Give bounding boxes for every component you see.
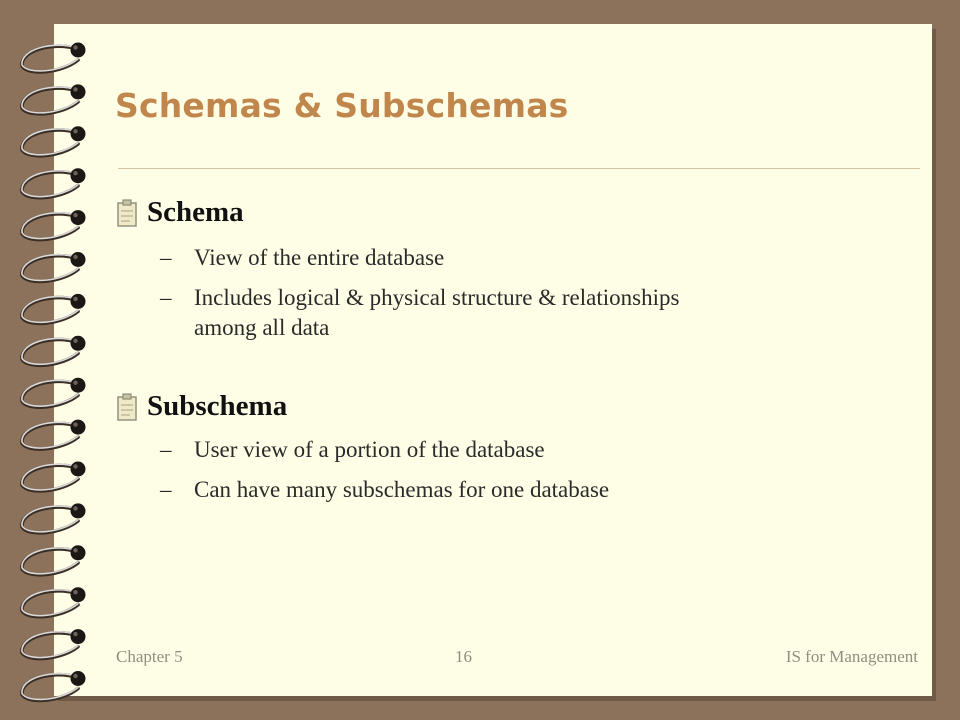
spiral-ring: [22, 210, 86, 239]
bullet-continuation: among all data: [194, 315, 330, 340]
footer-page-number: 16: [455, 647, 472, 666]
section-subschema: [113, 390, 287, 423]
spiral-ring: [22, 378, 86, 407]
bullet-dash: –: [160, 285, 172, 310]
spiral-ring: [22, 503, 86, 532]
spiral-ring: [22, 126, 86, 155]
spiral-ring: [22, 671, 86, 700]
bullet-item: [160, 435, 545, 465]
clipboard-icon: [113, 392, 141, 422]
spiral-ring: [22, 252, 86, 281]
spiral-ring: [22, 168, 86, 197]
spiral-ring: [22, 462, 86, 491]
section-schema: [113, 196, 244, 229]
bullet-text: Includes logical & physical structure & relationships: [194, 285, 680, 310]
bullet-text: User view of a portion of the database: [194, 437, 545, 462]
footer-chapter: Chapter 5: [116, 647, 183, 666]
spiral-ring: [22, 294, 86, 323]
bullet-dash: –: [160, 437, 172, 462]
bullet-text: View of the entire database: [194, 245, 445, 270]
footer-course: IS for Management: [785, 647, 918, 666]
section-label-subschema: Subschema: [147, 390, 288, 422]
bullet-item: [160, 283, 679, 343]
spiral-ring: [22, 587, 86, 616]
title-divider: [118, 168, 920, 169]
bullet-text: Can have many subschemas for one database: [194, 477, 610, 502]
spiral-binding: [0, 0, 110, 720]
spiral-ring: [22, 545, 86, 574]
clipboard-icon: [113, 198, 141, 228]
bullet-item: [160, 243, 444, 273]
section-label-schema: Schema: [147, 196, 244, 228]
bullet-item: [160, 475, 609, 505]
spiral-ring: [22, 420, 86, 449]
spiral-ring: [22, 43, 86, 72]
slide-title: Schemas & Subschemas: [115, 86, 569, 125]
spiral-ring: [22, 336, 86, 365]
bullet-dash: –: [160, 245, 172, 270]
spiral-ring: [22, 629, 86, 658]
spiral-ring: [22, 84, 86, 113]
bullet-dash: –: [160, 477, 172, 502]
